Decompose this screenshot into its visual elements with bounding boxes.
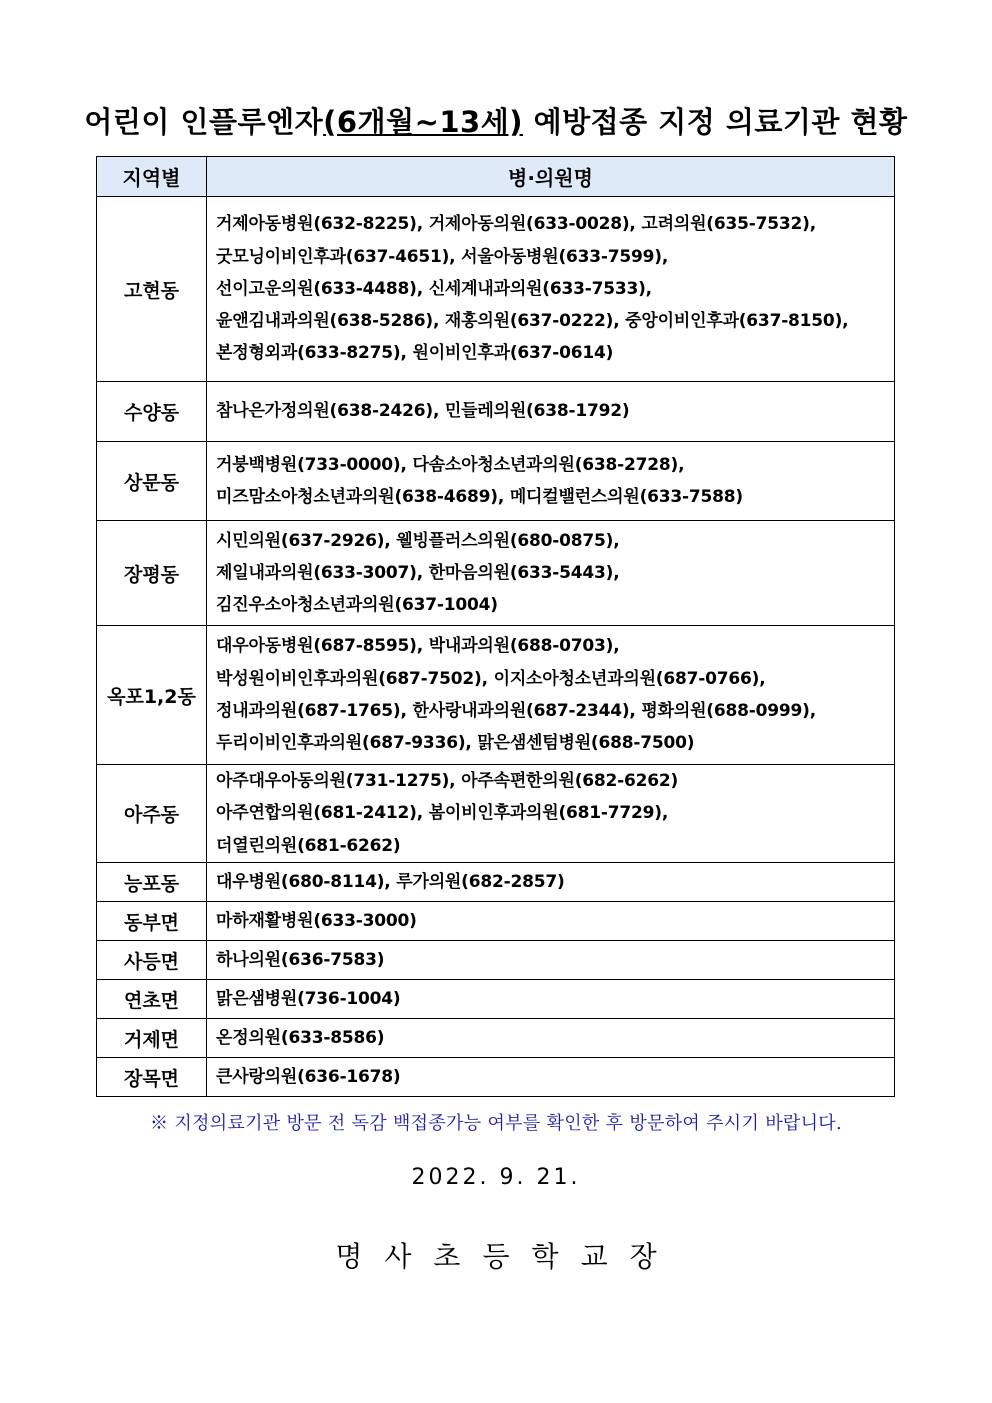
region-cell: 아주동	[97, 765, 207, 863]
table-header-row	[97, 157, 895, 197]
clinics-cell	[207, 1019, 895, 1058]
clinic-line: 대우아동병원(687-8595), 박내과의원(688-0703),	[216, 636, 620, 657]
clinic-line: 큰사랑의원(636-1678)	[216, 1066, 401, 1087]
clinics-cell	[207, 1058, 895, 1097]
clinics-cell	[207, 980, 895, 1019]
region-cell: 옥포1,2동	[97, 626, 207, 765]
clinic-line: 정내과의원(687-1765), 한사랑내과의원(687-2344), 평화의원(688-0999),	[216, 701, 816, 721]
table-body	[97, 197, 895, 1097]
clinics-cell	[207, 902, 895, 941]
clinics-cell	[207, 626, 895, 765]
region-cell: 거제면	[97, 1019, 207, 1058]
region-cell: 장목면	[97, 1058, 207, 1097]
clinic-line: 아주대우아동의원(731-1275), 아주속편한의원(682-6262)	[216, 771, 679, 792]
clinic-line: 선이고운의원(633-4488), 신세계내과의원(633-7533),	[216, 278, 652, 299]
title-prefix: 어린이 인플루엔자	[84, 105, 324, 139]
table-row	[97, 941, 895, 980]
signature: 명사초등학교장	[335, 1240, 679, 1273]
clinic-line: 굿모닝이비인후과(637-4651), 서울아동병원(633-7599),	[216, 246, 669, 267]
clinic-line: 더열린의원(681-6262)	[216, 835, 401, 856]
clinics-cell	[207, 382, 895, 442]
clinics-cell	[207, 863, 895, 902]
clinic-line: 박성원이비인후과의원(687-7502), 이지소아청소년과의원(687-0766),	[216, 668, 766, 689]
clinic-line: 대우병원(680-8114), 루가의원(682-2857)	[216, 871, 565, 892]
region-cell: 상문동	[97, 442, 207, 521]
clinic-line: 윤앤김내과의원(638-5286), 재홍의원(637-0222), 중앙이비인후과(637-8150),	[216, 311, 849, 332]
region-cell: 연초면	[97, 980, 207, 1019]
clinic-line: 거제아동병원(632-8225), 거제아동의원(633-0028), 고려의원(635-7532),	[216, 214, 816, 235]
clinic-line: 참나은가정의원(638-2426), 민들레의원(638-1792)	[216, 401, 630, 422]
clinic-line: 맑은샘병원(736-1004)	[216, 988, 401, 1009]
clinic-line: 시민의원(637-2926), 웰빙플러스의원(680-0875),	[216, 530, 620, 551]
page-title	[0, 100, 992, 141]
table-row	[97, 197, 895, 382]
clinics-column-header: 병·의원명	[207, 157, 895, 197]
title-age-range: (6개월~13세)	[323, 105, 524, 139]
issue-date: 2022. 9. 21.	[411, 1165, 581, 1190]
table-row	[97, 382, 895, 442]
clinic-line: 마하재활병원(633-3000)	[216, 910, 417, 931]
visit-note: ※ 지정의료기관 방문 전 독감 백접종가능 여부를 확인한 후 방문하여 주시기 바랍니다.	[150, 1113, 842, 1134]
clinic-line: 두리이비인후과의원(687-9336), 맑은샘센텀병원(688-7500)	[216, 733, 695, 754]
clinic-line: 아주연합의원(681-2412), 봄이비인후과의원(681-7729),	[216, 803, 669, 824]
table-row	[97, 765, 895, 863]
table-row	[97, 442, 895, 521]
table-row	[97, 1058, 895, 1097]
clinic-table	[96, 156, 895, 1097]
clinic-line: 미즈맘소아청소년과의원(638-4689), 메디컬밸런스의원(633-7588)	[216, 487, 743, 507]
region-column-header: 지역별	[97, 157, 207, 197]
clinic-line: 김진우소아청소년과의원(637-1004)	[216, 595, 498, 616]
clinics-cell	[207, 521, 895, 626]
clinic-line: 거붕백병원(733-0000), 다솜소아청소년과의원(638-2728),	[216, 454, 685, 475]
region-cell: 고현동	[97, 197, 207, 382]
clinics-cell	[207, 442, 895, 521]
clinics-cell	[207, 941, 895, 980]
region-cell: 사등면	[97, 941, 207, 980]
clinic-line: 온정의원(633-8586)	[216, 1027, 385, 1048]
title-suffix: 예방접종 지정 의료기관 현황	[523, 105, 908, 139]
table-row	[97, 902, 895, 941]
region-cell: 능포동	[97, 863, 207, 902]
table-row	[97, 1019, 895, 1058]
clinic-line: 본정형외과(633-8275), 원이비인후과(637-0614)	[216, 343, 614, 364]
clinics-cell	[207, 197, 895, 382]
clinic-line: 제일내과의원(633-3007), 한마음의원(633-5443),	[216, 562, 620, 583]
table-row	[97, 863, 895, 902]
clinics-cell	[207, 765, 895, 863]
table-row	[97, 521, 895, 626]
region-cell: 수양동	[97, 382, 207, 442]
clinic-line: 하나의원(636-7583)	[216, 949, 385, 970]
region-cell: 동부면	[97, 902, 207, 941]
region-cell: 장평동	[97, 521, 207, 626]
table-row	[97, 980, 895, 1019]
table-row	[97, 626, 895, 765]
